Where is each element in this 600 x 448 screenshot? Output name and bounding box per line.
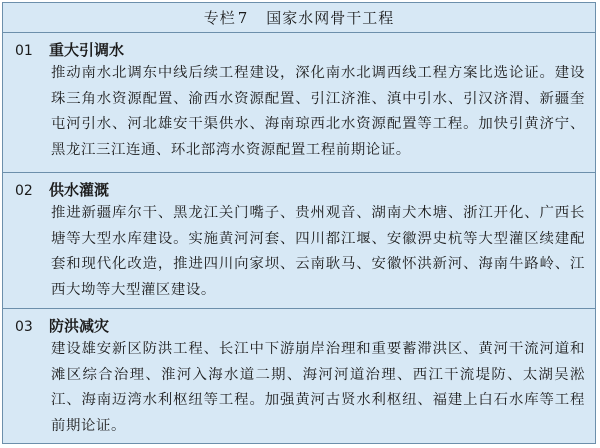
section-title: 防洪减灾 <box>49 317 110 335</box>
section-heading <box>15 315 585 337</box>
section-body: 推进新疆库尔干、黑龙江关门嘴子、贵州观音、湖南犬木塘、浙江开化、广西长塘等大型水库建设。实施黄河河套、四川都江堰、安徽淠史杭等大型灌区续建配套和现代化改造，推进四川向家坝、云南耿马、安徽怀洪新河、海南牛路岭、江西大坳等大型灌区建设。 <box>51 205 585 298</box>
section-heading <box>15 179 585 201</box>
section-body: 建设雄安新区防洪工程、长江中下游崩岸治理和重要蓄滞洪区、黄河干流河道和滩区综合治理、淮河入海水道二期、海河河道治理、西江干流堤防、太湖吴淞江、海南迈湾水利枢纽等工程。加强黄河古贤水利枢纽、福建上白石水库等工程前期论证。 <box>51 341 585 434</box>
section-water-supply-irrigation <box>3 173 595 309</box>
column-box <box>2 2 596 444</box>
column-header <box>3 3 595 33</box>
column-title: 国家水网骨干工程 <box>266 9 395 27</box>
section-number: 01 <box>15 43 33 59</box>
section-number: 02 <box>15 183 33 199</box>
section-flood-control <box>3 309 595 445</box>
section-water-diversion <box>3 33 595 173</box>
section-title: 供水灌溉 <box>49 181 110 199</box>
column-number: 7 <box>237 9 249 27</box>
column-prefix: 专栏 <box>203 9 236 27</box>
section-title: 重大引调水 <box>49 41 125 59</box>
section-body: 推动南水北调东中线后续工程建设，深化南水北调西线工程方案比选论证。建设珠三角水资源配置、渝西水资源配置、引江济淮、滇中引水、引汉济渭、新疆奎屯河引水、河北雄安干渠供水、海南琼西北水资源配置等工程。加快引黄济宁、黑龙江三江连通、环北部湾水资源配置工程前期论证。 <box>51 65 585 158</box>
section-number: 03 <box>15 319 33 335</box>
section-heading <box>15 39 585 61</box>
